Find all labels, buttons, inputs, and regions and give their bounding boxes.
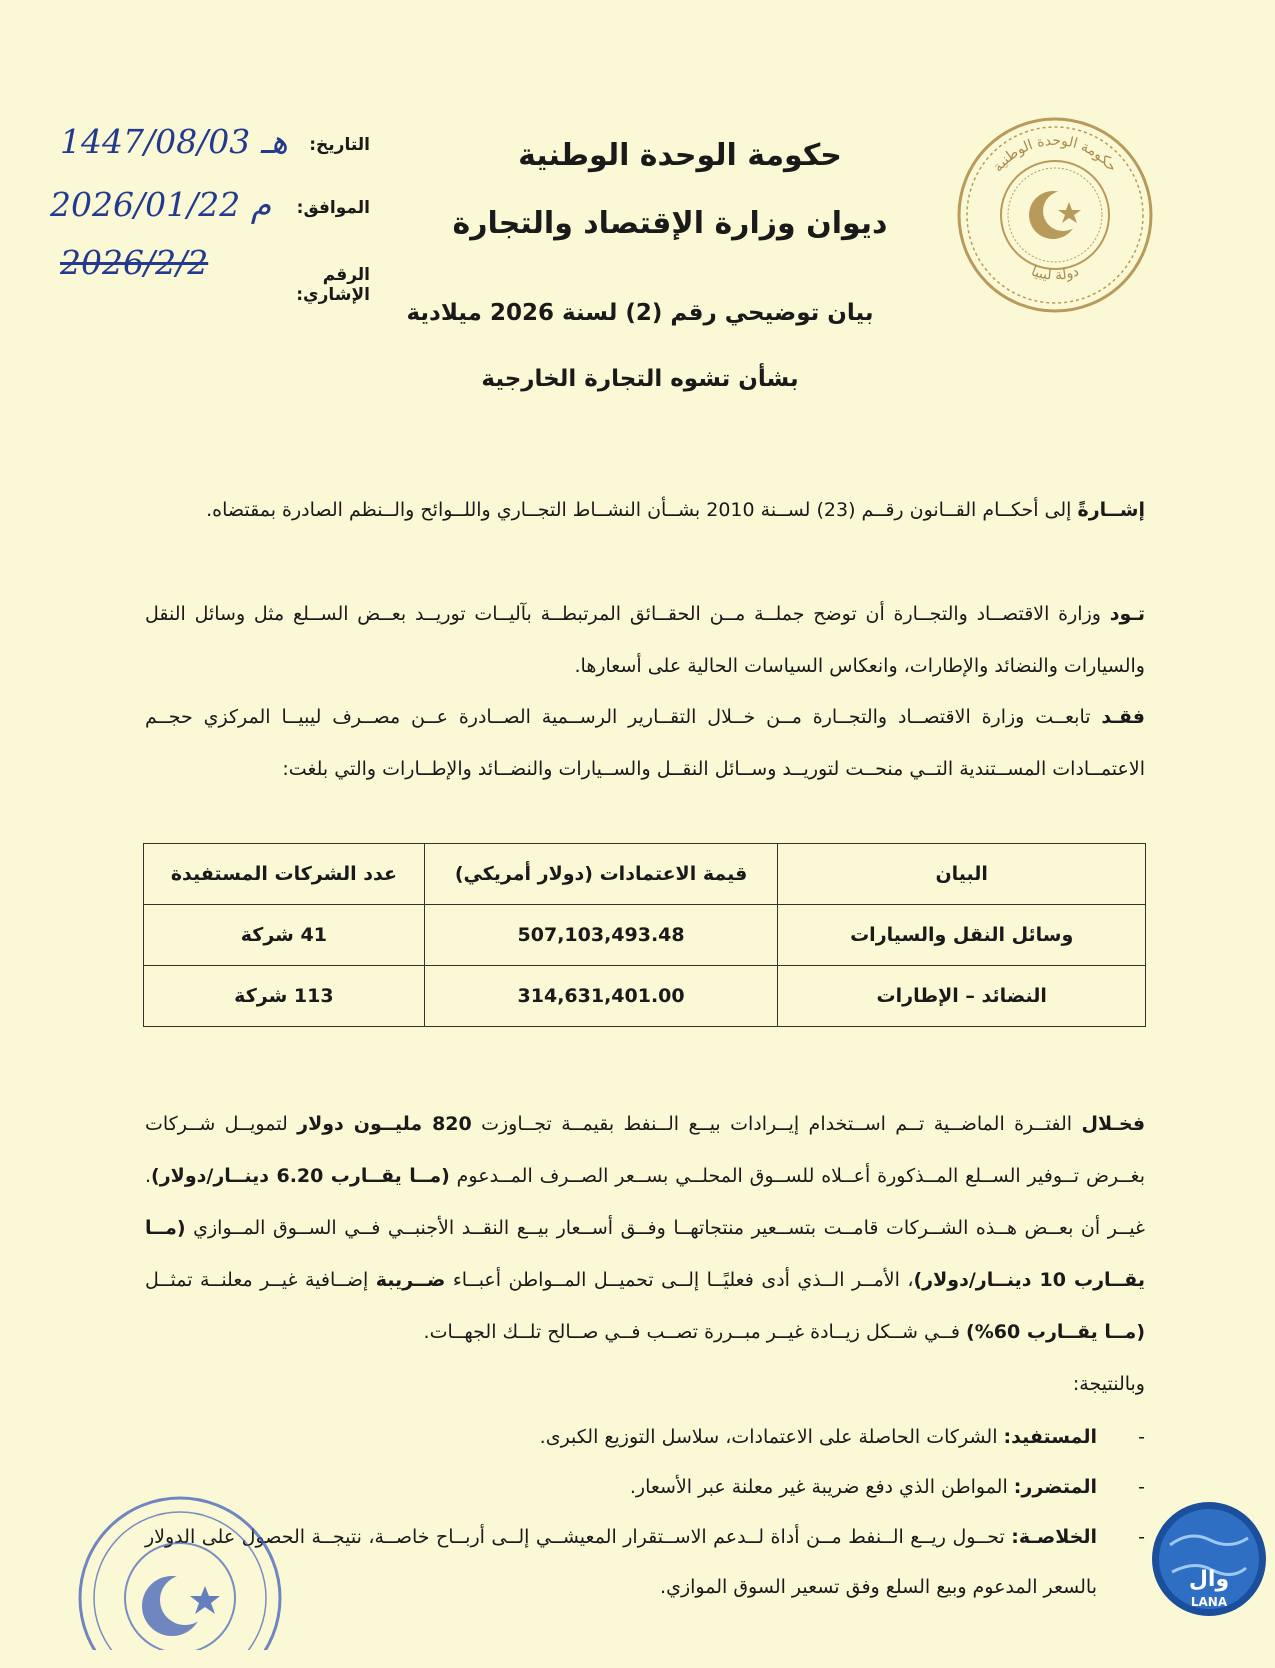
- paragraph-text: الفتــرة الماضــية تــم اســتخدام إيــرادات بيــع الــنفط بقيمــة تجــاوزت: [471, 1113, 1082, 1135]
- table-header: البيان: [778, 844, 1146, 905]
- table-header-row: [144, 844, 1146, 905]
- list-item-label: الخلاصـة:: [1011, 1526, 1097, 1548]
- corresponding-value: 2026/01/22 م: [50, 185, 272, 224]
- paragraph-text: وزارة الاقتصــاد والتجــارة أن توضح جملــة مــن الحقــائق المرتبطــة بآليــات توريــد بعــض الســلع مثل وسائل النقل والسيارات والنضائد والإطارات، وانعكاس السياسات الحالية على أسعارها.: [145, 603, 1145, 677]
- lana-logo: [1150, 1500, 1268, 1618]
- list-item: [145, 1462, 1145, 1512]
- government-seal: [955, 115, 1155, 315]
- paragraph-lead: إشــارةً: [1077, 499, 1145, 521]
- date-label: التاريخ:: [309, 135, 370, 155]
- statement-title: بيان توضيحي رقم (2) لسنة 2026 ميلادية: [406, 300, 874, 326]
- seal-text-top: حكومة الوحدة الوطنية: [989, 132, 1120, 176]
- paragraph-lead: فخـلال: [1081, 1113, 1146, 1135]
- paragraph-text: . غيــر أن بعــض هــذه الشــركات قامــت بتســعير منتجاتهــا وفــق أســعار بيــع النقــد الأجنبــي فــي الســوق المــوازي: [145, 1165, 1145, 1239]
- table-row: [144, 905, 1146, 966]
- table-cell-item: وسائل النقل والسيارات: [778, 905, 1146, 966]
- paragraph-lead: تـود: [1109, 603, 1145, 625]
- date-value: 1447/08/03 هـ: [60, 122, 288, 161]
- paragraph-reference: [145, 484, 1145, 536]
- list-item-label: المستفيد:: [1003, 1426, 1097, 1448]
- lana-latin: LANA: [1190, 1595, 1228, 1609]
- paragraph-analysis: [145, 1098, 1145, 1358]
- table-cell-amount: 314,631,401.00: [424, 966, 778, 1027]
- highlight-percent: (مــا يقــارب 60%): [966, 1321, 1145, 1343]
- paragraph-lead: فقـد: [1101, 706, 1145, 728]
- paragraph-text: إضــافية غيــر معلنــة تمثــل: [145, 1269, 376, 1291]
- paragraph-followup: [145, 691, 1145, 795]
- paragraph-purpose: [145, 588, 1145, 692]
- highlight-parallel-rate: (مــا يقــارب 10 دينــار/دولار): [145, 1217, 1145, 1291]
- statement-subject: بشأن تشوه التجارة الخارجية: [481, 366, 799, 392]
- paragraph-text: فــي شــكل زيــادة غيــر مبــررة تصــب فــي صــالح تلــك الجهــات.: [423, 1321, 967, 1343]
- highlight-amount: 820 مليــون دولار: [297, 1113, 472, 1135]
- seal-text-bottom: دولة ليبيا: [1028, 263, 1081, 284]
- table-header: قيمة الاعتمادات (دولار أمريكي): [424, 844, 778, 905]
- table-header: عدد الشركات المستفيدة: [144, 844, 425, 905]
- list-item-label: المتضرر:: [1013, 1476, 1097, 1498]
- ministry-name: ديوان وزارة الإقتصاد والتجارة: [452, 206, 888, 241]
- results-list: [145, 1412, 1145, 1612]
- official-stamp: [70, 1488, 290, 1668]
- table-cell-amount: 507,103,493.48: [424, 905, 778, 966]
- table-cell-item: النضائد – الإطارات: [778, 966, 1146, 1027]
- lana-arabic: وال: [1188, 1567, 1230, 1592]
- list-item-text: تحــول ريــع الــنفط مــن أداة لــدعم الاســتقرار المعيشــي إلــى أربــاح خاصــة، نتيجــة الحصول على الدولار بالسعر المدعوم وبيع السلع وفق تسعير السوق الموازي.: [145, 1526, 1097, 1598]
- credits-table: [143, 843, 1146, 1027]
- highlight-tax: ضــريبة: [375, 1269, 446, 1291]
- reference-value: 2026/2/2: [60, 243, 209, 282]
- table-cell-companies: 41 شركة: [144, 905, 425, 966]
- list-item-text: المواطن الذي دفع ضريبة غير معلنة عبر الأسعار.: [629, 1476, 1014, 1498]
- corresponding-label: الموافق:: [296, 198, 370, 218]
- table-cell-companies: 113 شركة: [144, 966, 425, 1027]
- paragraph-text: ، الأمــر الــذي أدى فعليًــا إلــى تحميــل المــواطن أعبــاء: [445, 1269, 914, 1291]
- paragraph-text: لتمويــل شــركات بغــرض تــوفير الســلع المــذكورة أعــلاه للســوق المحلــي بســعر الصــرف المــدعوم: [145, 1113, 1145, 1187]
- table-row: [144, 966, 1146, 1027]
- paragraph-text: تابعــت وزارة الاقتصــاد والتجــارة مــن خــلال التقــارير الرســمية الصــادرة عــن مصــرف ليبيــا المركزي حجــم الاعتمــادات المســتندية التــي منحــت لتوريــد وســائل النقــل والســيارات والنضــائد والإطــارات والتي بلغت:: [145, 706, 1145, 780]
- list-item: [145, 1512, 1145, 1612]
- svg-text:دولة ليبيا: [1029, 264, 1081, 284]
- paragraph-text: إلى أحكــام القــانون رقــم (23) لســنة 2010 بشــأن النشــاط التجــاري واللــوائح والــنظم الصادرة بمقتضاه.: [206, 499, 1078, 521]
- list-item-text: الشركات الحاصلة على الاعتمادات، سلاسل التوزيع الكبرى.: [539, 1426, 1004, 1448]
- list-item: [145, 1412, 1145, 1462]
- government-name: حكومة الوحدة الوطنية: [518, 138, 842, 173]
- reference-label: الرقم الإشاري:: [296, 265, 370, 305]
- highlight-subsidized-rate: (مــا يقــارب 6.20 دينــار/دولار): [151, 1165, 450, 1187]
- results-heading: وبالنتيجة:: [1072, 1373, 1145, 1395]
